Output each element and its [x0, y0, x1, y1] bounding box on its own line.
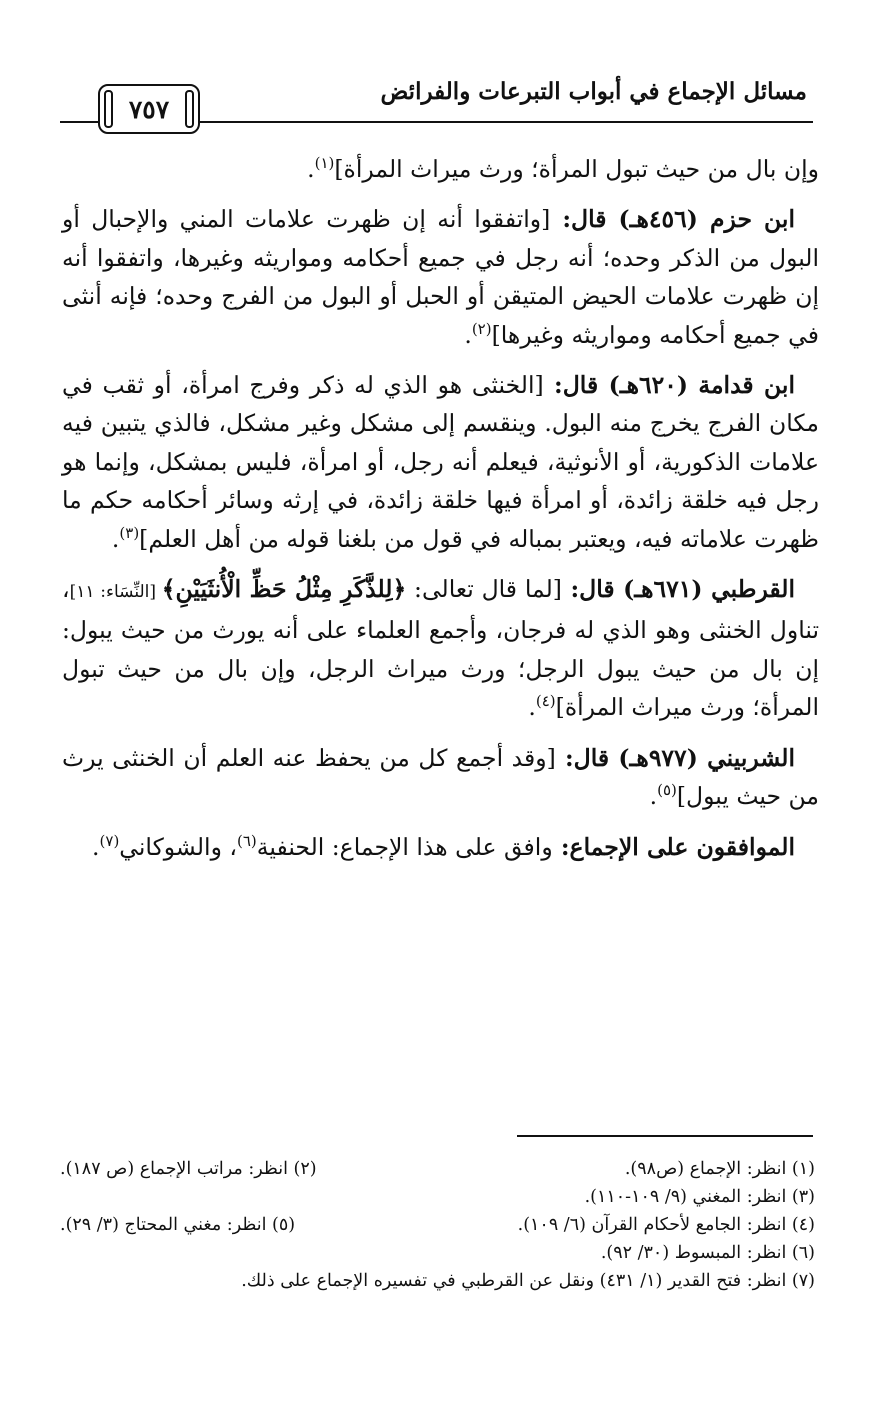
quran-verse: ﴿لِلذَّكَرِ مِثْلُ حَظِّ الْأُنثَيَيْنِ﴾ [161, 575, 407, 604]
footnote-row [60, 1239, 815, 1267]
page-number-ornament [98, 84, 200, 134]
paragraph-text: [الخنثى هو الذي له ذكر وفرج امرأة، أو ثقب في مكان الفرج يخرج منه البول. وينقسم إلى مشكل وغير مشكل، فالذي يتبين فيه علامات الذكورية، أو الأنوثية، فيعلم أنه رجل، أو امرأة، فليس بمشكل، وإنما هو رجل فيه خلقة زائدة، أو امرأة فيها خلقة زائدة، في إرثه وسائر أحكامه حكم ما ظهرت علاماته فيه، ويعتبر بمباله في قول من بلغنا قوله من أهل العلم] [62, 371, 819, 553]
paragraph-text: وافق على هذا الإجماع: الحنفية [256, 832, 553, 861]
scholar-name: ابن قدامة (٦٢٠هـ) قال: [543, 371, 795, 400]
footnote-6: (٦) انظر: المبسوط (٣٠/ ٩٢). [600, 1243, 815, 1263]
paragraph-ibn-hazm [62, 200, 819, 354]
footnote-1: (١) انظر: الإجماع (ص٩٨). [624, 1159, 815, 1179]
verse-reference: [النِّسَاء: ١١] [69, 582, 162, 603]
footnote-7: (٧) انظر: فتح القدير (١/ ٤٣١) ونقل عن القرطبي في تفسيره الإجماع على ذلك. [241, 1271, 815, 1291]
main-text [62, 150, 819, 878]
paragraph-text: [وقد أجمع كل من يحفظ عنه العلم أن الخنثى يرث من حيث يبول] [62, 743, 819, 811]
footnote-row [60, 1183, 815, 1211]
full-stop: . [464, 320, 472, 349]
footnote-ref: (٤) [535, 692, 556, 711]
footnote-row [60, 1155, 815, 1183]
paragraph-ibn-qudama [62, 366, 819, 558]
full-stop: . [92, 832, 100, 861]
footnote-ref: (٦) [236, 831, 257, 850]
paragraph-shirbini [62, 739, 819, 816]
footnote-ref: (٥) [657, 781, 677, 800]
footnote-separator [517, 1135, 813, 1137]
footnote-ref: (٧) [99, 831, 120, 850]
paragraph-qurtubi [62, 570, 819, 727]
paragraph-continued [62, 150, 819, 188]
footnote-ref: (٣) [119, 523, 140, 542]
paragraph-agreeing-schools [62, 828, 819, 866]
scholar-name: ابن حزم (٤٥٦هـ) قال: [550, 205, 795, 234]
paragraph-text: [لما قال تعالى: [406, 575, 562, 604]
footnote-row [60, 1211, 815, 1239]
footnotes [60, 1155, 815, 1295]
section-label: الموافقون على الإجماع: [552, 832, 795, 861]
full-stop: . [649, 782, 658, 811]
footnote-ref: (٢) [471, 319, 492, 338]
paragraph-text: وإن بال من حيث تبول المرأة؛ ورث ميراث المرأة] [334, 155, 819, 183]
footnote-3: (٣) انظر: المغني (٩/ ١٠٩-١١٠). [584, 1187, 815, 1207]
footnote-5: (٥) انظر: مغني المحتاج (٣/ ٢٩). [60, 1215, 296, 1235]
full-stop: . [528, 693, 536, 722]
footnote-2: (٢) انظر: مراتب الإجماع (ص ١٨٧). [60, 1159, 317, 1179]
running-header-title: مسائل الإجماع في أبواب التبرعات والفرائض [380, 78, 807, 105]
footnote-ref: (١) [314, 154, 335, 173]
footnote-row [60, 1267, 815, 1295]
full-stop: . [307, 155, 315, 183]
paragraph-text: [واتفقوا أنه إن ظهرت علامات المني والإحبال أو البول من الذكر وحده؛ أنه رجل في جميع أحكامه ومواريثه وغيرها، واتفقوا أنه إن ظهرت علامات الحيض المتيقن أو الحبل أو البول من الفرج وحده؛ فإنه أنثى في جميع أحكامه ومواريثه وغيرها] [62, 205, 819, 349]
full-stop: . [111, 524, 120, 553]
scholar-name: القرطبي (٦٧١هـ) قال: [561, 575, 795, 604]
paragraph-text: ، والشوكاني [119, 832, 237, 861]
footnote-4: (٤) انظر: الجامع لأحكام القرآن (٦/ ١٠٩). [517, 1215, 815, 1235]
scholar-name: الشربيني (٩٧٧هـ) قال: [555, 743, 795, 772]
paragraph-text: ، تناول الخنثى وهو الذي له فرجان، وأجمع العلماء على أنه يورث من حيث يبول: إن بال من حيث يبول الرجل؛ ورث ميراث الرجل، وإن بال من حيث تبول المرأة؛ ورث ميراث المرأة] [62, 575, 819, 722]
page-number: ٧٥٧ [128, 94, 170, 124]
